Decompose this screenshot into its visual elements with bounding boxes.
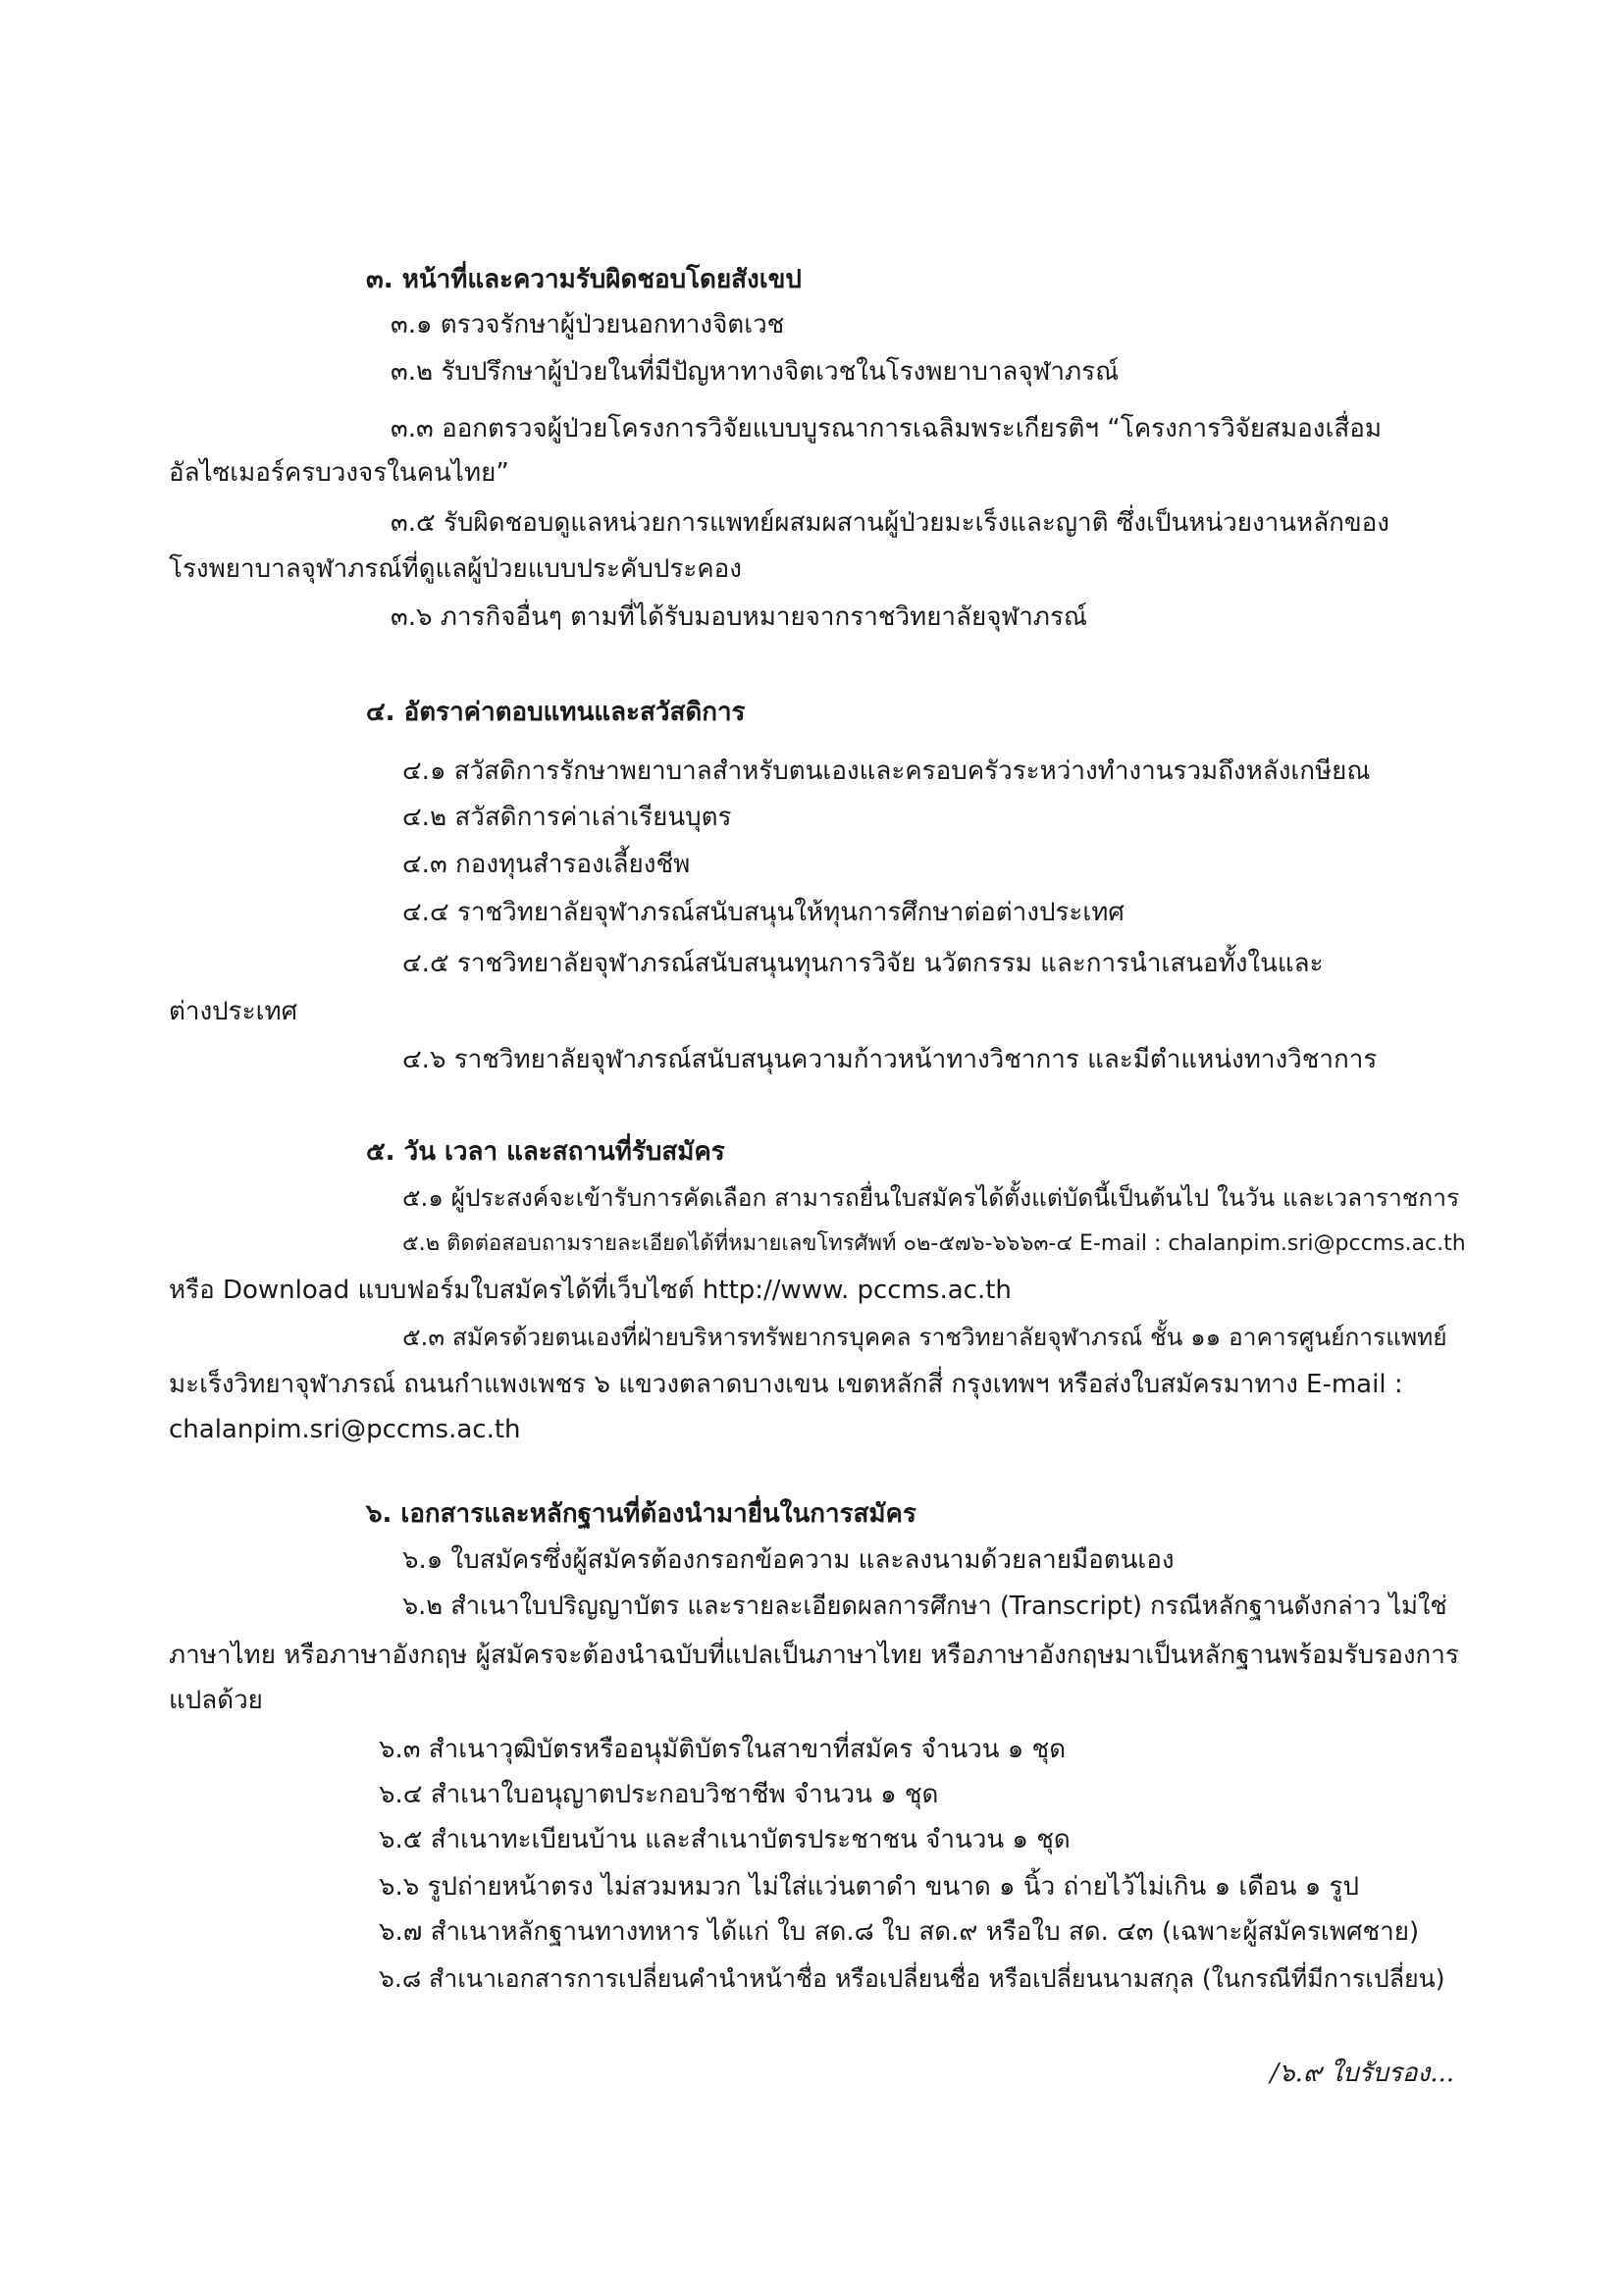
section-6-item-7: ๖.๗ สำเนาหลักฐานทางทหาร ได้แก่ ใบ สด.๘ ใบ สด.๙ หรือใบ สด. ๔๓ (เฉพาะผู้สมัครเพศชาย) (379, 1917, 1420, 1947)
section-6-item-8: ๖.๘ สำเนาเอกสารการเปลี่ยนคำนำหน้าชื่อ หรือเปลี่ยนชื่อ หรือเปลี่ยนนามสกุล (ในกรณีที่มีการเปลี่ยน) (379, 1964, 1445, 1993)
section-4-item-5-cont: ต่างประเทศ (169, 997, 298, 1026)
section-5-item-2-cont: หรือ Download แบบฟอร์มใบสมัครได้ที่เว็บไซต์ http://www. pccms.ac.th (169, 1276, 1012, 1305)
section-6-item-4: ๖.๔ สำเนาใบอนุญาตประกอบวิชาชีพ จำนวน ๑ ชุด (379, 1780, 939, 1809)
page-continuation: /๖.๙ ใบรับรอง... (1270, 2059, 1454, 2088)
section-4-item-2: ๔.๒ สวัสดิการค่าเล่าเรียนบุตร (402, 803, 732, 832)
section-4-item-3: ๔.๓ กองทุนสำรองเลี้ยงชีพ (402, 850, 691, 879)
section-5-email: chalanpim.sri@pccms.ac.th (169, 1415, 521, 1444)
section-3-item-1: ๓.๑ ตรวจรักษาผู้ป่วยนอกทางจิตเวช (391, 310, 785, 339)
section-4-item-6: ๔.๖ ราชวิทยาลัยจุฬาภรณ์สนับสนุนความก้าวหน้าทางวิชาการ และมีตำแหน่งทางวิชาการ (402, 1045, 1378, 1074)
section-6-heading: ๖. เอกสารและหลักฐานที่ต้องนำมายื่นในการสมัคร (366, 1499, 916, 1529)
section-3-item-6: ๓.๖ ภารกิจอื่นๆ ตามที่ได้รับมอบหมายจากราชวิทยาลัยจุฬาภรณ์ (391, 602, 1088, 632)
section-5-item-1: ๕.๑ ผู้ประสงค์จะเข้ารับการคัดเลือก สามารถยื่นใบสมัครได้ตั้งแต่บัดนี้เป็นต้นไป ในวัน และเวลาราชการ (402, 1183, 1460, 1212)
section-6-item-5: ๖.๕ สำเนาทะเบียนบ้าน และสำเนาบัตรประชาชน จำนวน ๑ ชุด (379, 1825, 1071, 1854)
section-3-heading: ๓. หน้าที่และความรับผิดชอบโดยสังเขป (366, 265, 802, 294)
section-6-item-2-cont2: แปลด้วย (169, 1686, 263, 1715)
section-3-item-2: ๓.๒ รับปรึกษาผู้ป่วยในที่มีปัญหาทางจิตเวชในโรงพยาบาลจุฬาภรณ์ (391, 357, 1120, 387)
section-4-item-4: ๔.๔ ราชวิทยาลัยจุฬาภรณ์สนับสนุนให้ทุนการศึกษาต่อต่างประเทศ (402, 898, 1125, 927)
section-6-item-3: ๖.๓ สำเนาวุฒิบัตรหรืออนุมัติบัตรในสาขาที่สมัคร จำนวน ๑ ชุด (379, 1735, 1067, 1764)
section-6-item-1: ๖.๑ ใบสมัครซึ่งผู้สมัครต้องกรอกข้อความ และลงนามด้วยลายมือตนเอง (402, 1545, 1175, 1575)
section-5-heading: ๕. วัน เวลา และสถานที่รับสมัคร (366, 1137, 725, 1167)
section-4-heading: ๔. อัตราค่าตอบแทนและสวัสดิการ (366, 698, 746, 727)
section-5-item-3: ๕.๓ สมัครด้วยตนเองที่ฝ่ายบริหารทรัพยากรบุคคล ราชวิทยาลัยจุฬาภรณ์ ชั้น ๑๑ อาคารศูนย์การแพทย์ (402, 1323, 1447, 1351)
section-6-item-2: ๖.๒ สำเนาใบปริญญาบัตร และรายละเอียดผลการศึกษา (Transcript) กรณีหลักฐานดังกล่าว ไม่ใช่ (402, 1592, 1447, 1621)
section-6-item-6: ๖.๖ รูปถ่ายหน้าตรง ไม่สวมหมวก ไม่ใส่แว่นตาดำ ขนาด ๑ นิ้ว ถ่ายไว้ไม่เกิน ๑ เดือน ๑ รูป (379, 1872, 1360, 1902)
section-3-item-5-cont: โรงพยาบาลจุฬาภรณ์ที่ดูแลผู้ป่วยแบบประคับประคอง (169, 554, 742, 584)
section-5-item-3-cont: มะเร็งวิทยาจุฬาภรณ์ ถนนกำแพงเพชร ๖ แขวงตลาดบางเขน เขตหลักสี่ กรุงเทพฯ หรือส่งใบสมัครมาทาง E-mail : (169, 1370, 1403, 1399)
section-5-item-2: ๕.๒ ติดต่อสอบถามรายละเอียดได้ที่หมายเลขโทรศัพท์ ๐๒-๕๗๖-๖๖๖๓-๔ E-mail : chalanpim.sri@pccms.ac.th (402, 1231, 1466, 1256)
section-3-item-3: ๓.๓ ออกตรวจผู้ป่วยโครงการวิจัยแบบบูรณาการเฉลิมพระเกียรติฯ “โครงการวิจัยสมองเสื่อม (391, 414, 1382, 444)
section-4-item-5: ๔.๕ ราชวิทยาลัยจุฬาภรณ์สนับสนุนทุนการวิจัย นวัตกรรม และการนำเสนอทั้งในและ (402, 949, 1324, 978)
section-3-item-5: ๓.๕ รับผิดชอบดูแลหน่วยการแพทย์ผสมผสานผู้ป่วยมะเร็งและญาติ ซึ่งเป็นหน่วยงานหลักของ (391, 508, 1389, 538)
section-6-item-2-cont: ภาษาไทย หรือภาษาอังกฤษ ผู้สมัครจะต้องนำฉบับที่แปลเป็นภาษาไทย หรือภาษาอังกฤษมาเป็นหลักฐานพร้อมรับรองการ (169, 1641, 1459, 1670)
section-4-item-1: ๔.๑ สวัสดิการรักษาพยาบาลสำหรับตนเองและครอบครัวระหว่างทำงานรวมถึงหลังเกษียณ (402, 757, 1371, 786)
section-3-item-3-cont: อัลไซเมอร์ครบวงจรในคนไทย” (169, 458, 509, 488)
